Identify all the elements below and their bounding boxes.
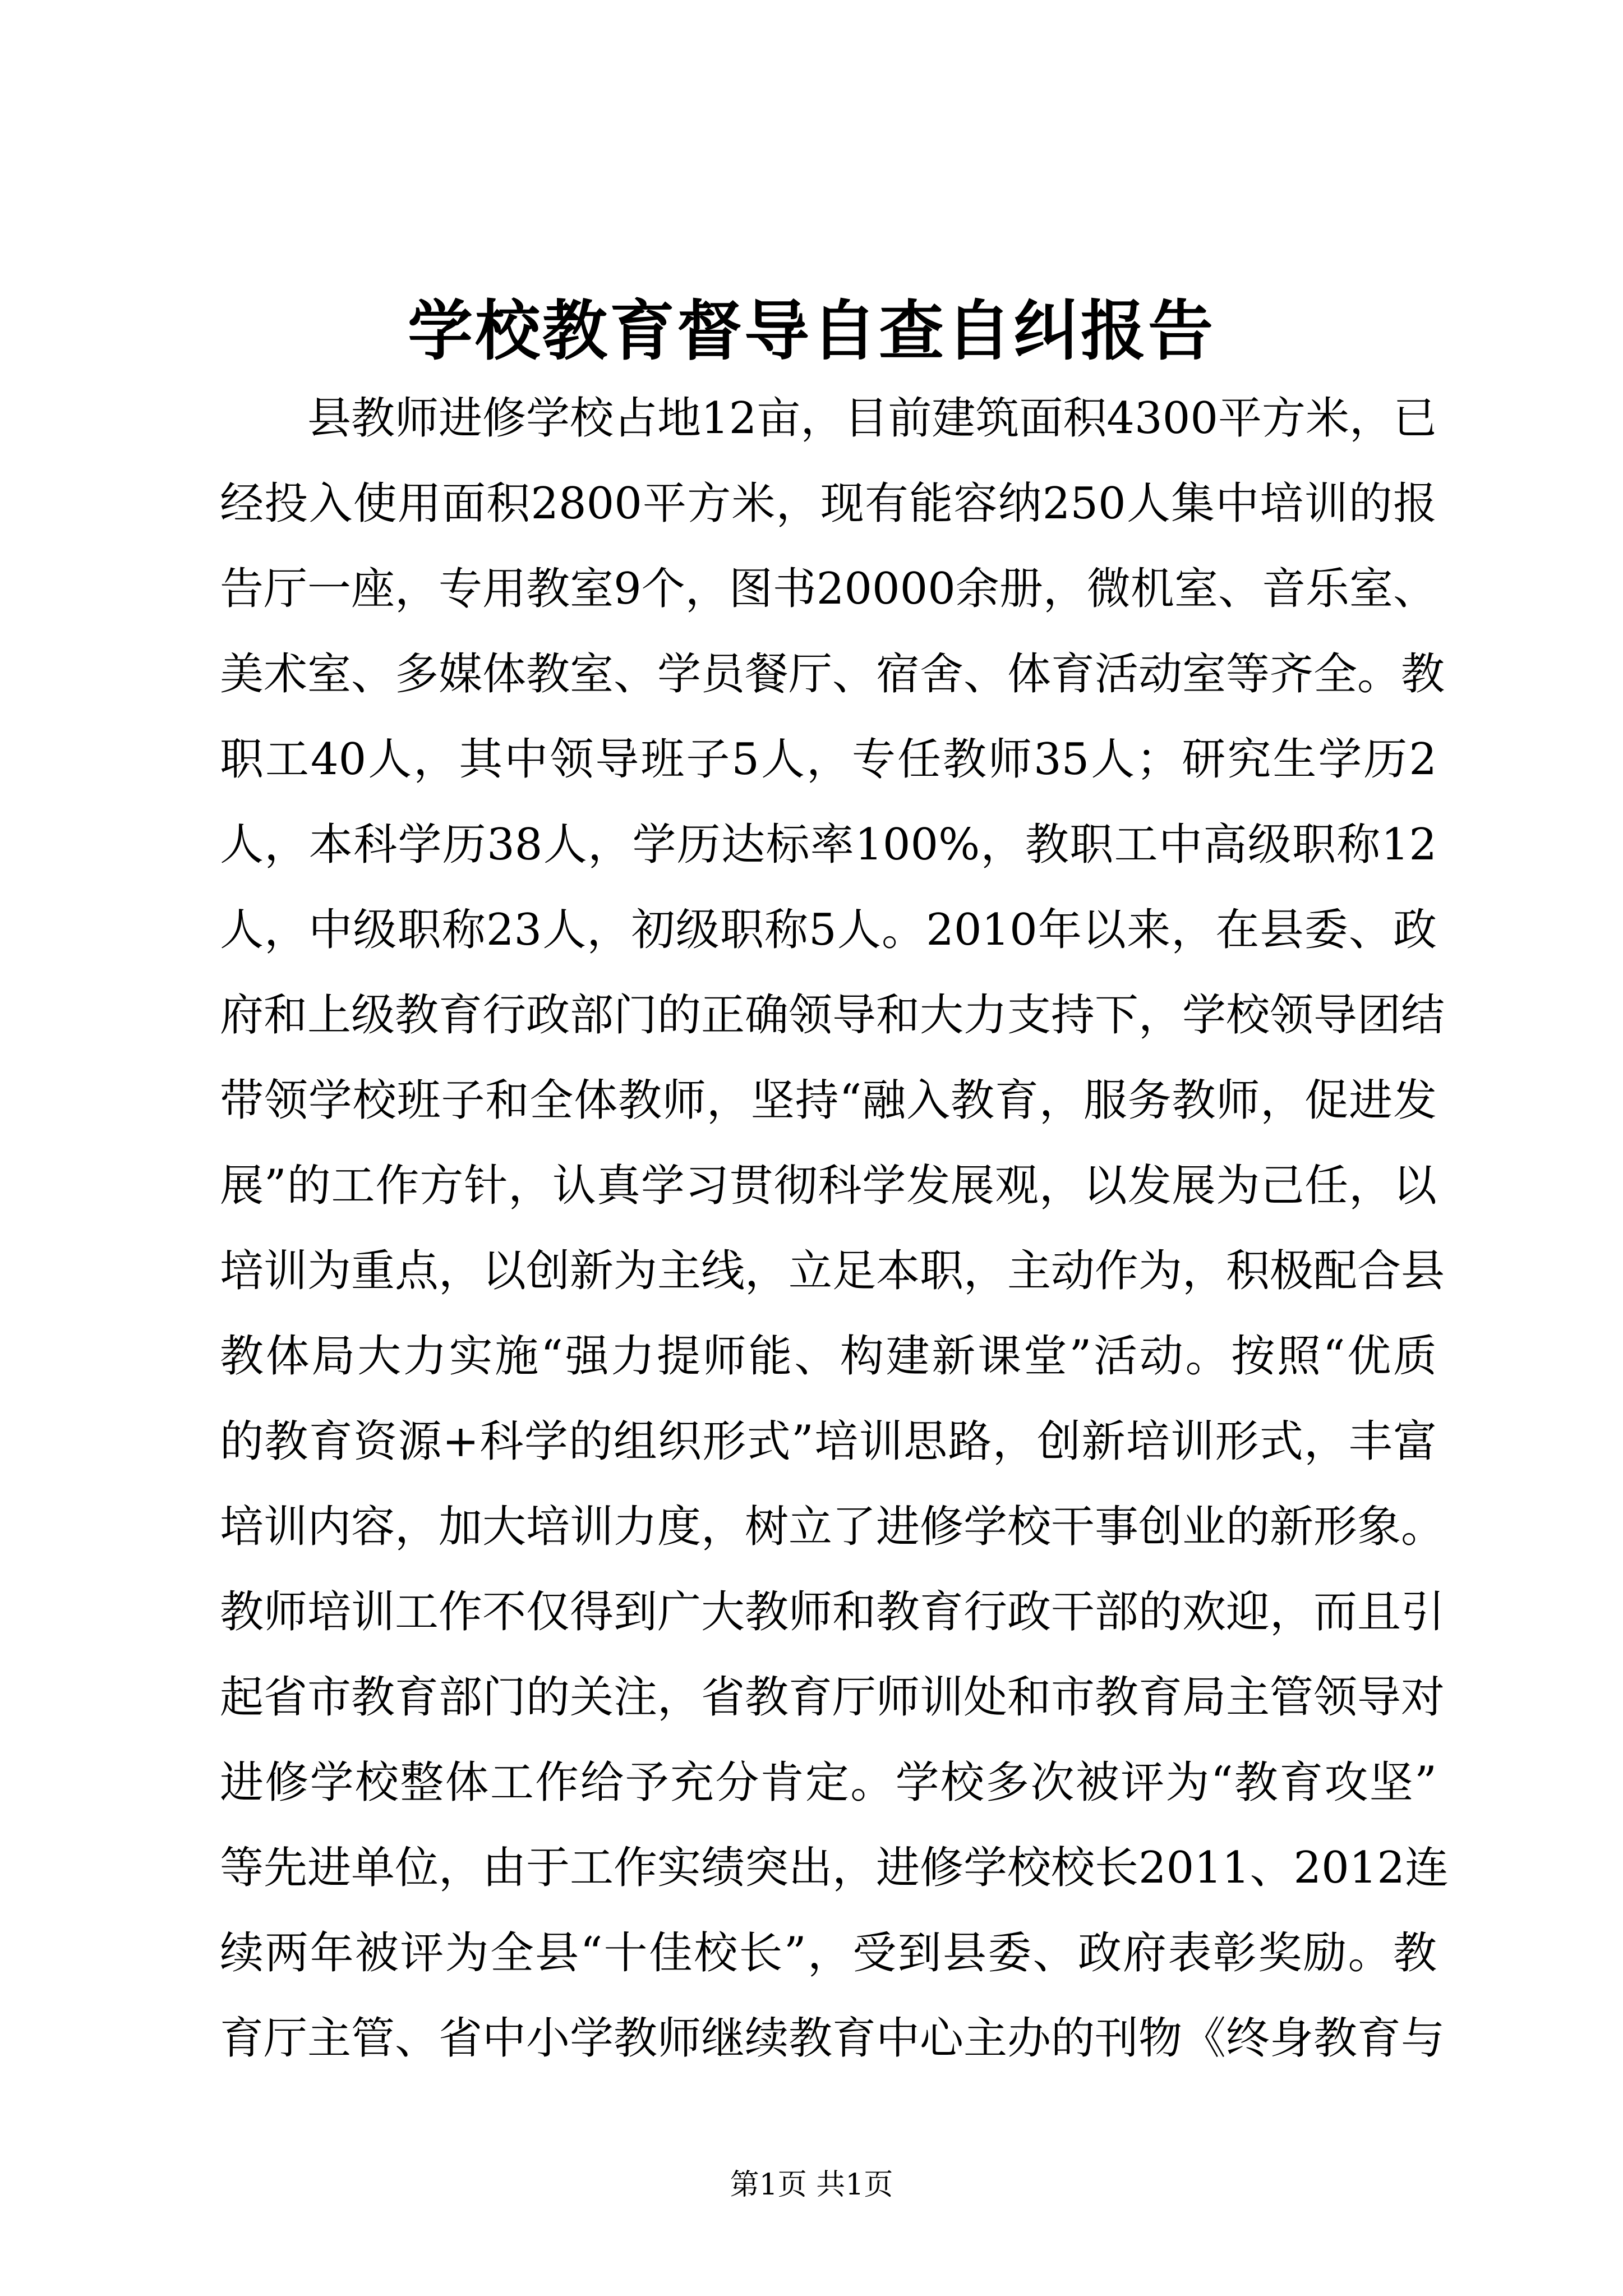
body-line: 人，中级职称23人，初级职称5人。2010年以来，在县委、政 bbox=[220, 905, 1437, 955]
body-line: 的教育资源+科学的组织形式”培训思路，创新培训形式，丰富 bbox=[220, 1416, 1437, 1467]
body-line: 续两年被评为全县“十佳校长”，受到县委、政府表彰奖励。教 bbox=[220, 1928, 1437, 1978]
body-line: 等先进单位，由于工作实绩突出，进修学校校长2011、2012连 bbox=[220, 1843, 1449, 1893]
body-line: 培训为重点，以创新为主线，立足本职，主动作为，积极配合县 bbox=[220, 1246, 1445, 1296]
body-line: 育厅主管、省中小学教师继续教育中心主办的刊物《终身教育与 bbox=[220, 2013, 1445, 2064]
body-line: 告厅一座，专用教室9个，图书20000余册，微机室、音乐室、 bbox=[220, 564, 1437, 614]
body-line: 教师培训工作不仅得到广大教师和教育行政干部的欢迎，而且引 bbox=[220, 1587, 1445, 1637]
body-line: 府和上级教育行政部门的正确领导和大力支持下，学校领导团结 bbox=[220, 990, 1445, 1041]
body-line: 展”的工作方针，认真学习贯彻科学发展观，以发展为己任，以 bbox=[220, 1161, 1437, 1211]
body-line: 培训内容，加大培训力度，树立了进修学校干事创业的新形象。 bbox=[220, 1502, 1445, 1552]
body-line: 经投入使用面积2800平方米，现有能容纳250人集中培训的报 bbox=[220, 478, 1437, 529]
body-line: 教体局大力实施“强力提师能、构建新课堂”活动。按照“优质 bbox=[220, 1331, 1437, 1382]
body-line: 县教师进修学校占地12亩，目前建筑面积4300平方米，已 bbox=[307, 393, 1437, 444]
document-title: 学校教育督导自查自纠报告 bbox=[408, 293, 1215, 369]
body-line: 带领学校班子和全体教师，坚持“融入教育，服务教师，促进发 bbox=[220, 1075, 1437, 1126]
body-line: 进修学校整体工作给予充分肯定。学校多次被评为“教育攻坚” bbox=[220, 1757, 1437, 1808]
page-footer: 第1页 共1页 bbox=[730, 2168, 893, 2202]
body-line: 职工40人，其中领导班子5人，专任教师35人；研究生学历2 bbox=[220, 734, 1437, 785]
document-body bbox=[220, 376, 1449, 2081]
body-line: 人，本科学历38人，学历达标率100%，教职工中高级职称12 bbox=[220, 820, 1437, 870]
body-line: 起省市教育部门的关注，省教育厅师训处和市教育局主管领导对 bbox=[220, 1672, 1445, 1723]
body-line: 美术室、多媒体教室、学员餐厅、宿舍、体育活动室等齐全。教 bbox=[220, 649, 1445, 700]
